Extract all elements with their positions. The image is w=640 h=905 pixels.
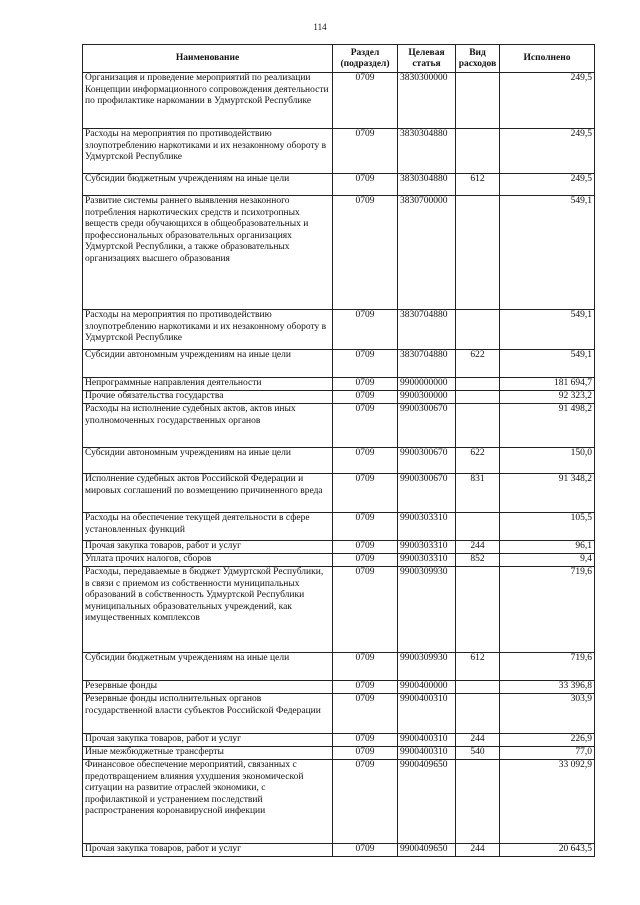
row-amount: 303,9 [500,694,595,734]
row-name: Прочая закупка товаров, работ и услуг [83,734,333,747]
table-row [83,541,595,554]
row-amount: 77,0 [500,747,595,760]
row-name: Прочие обязательства государства [83,391,333,404]
row-section: 0709 [333,653,398,681]
row-expense-type: 831 [456,474,500,513]
row-amount: 226,9 [500,734,595,747]
table-row [83,653,595,681]
row-name: Развитие системы раннего выявления незаконного потребления наркотических средств и психотропных веществ среди обучающихся в общеобразовательных и профессиональных образовательных организациях Удмуртской Республики, а также образовательных организациях высшего образования [83,196,333,310]
row-section: 0709 [333,747,398,760]
row-target: 9900409650 [398,844,456,857]
header-target: Целевая статья [398,45,456,73]
row-amount: 181 694,7 [500,378,595,391]
row-name: Расходы, передаваемые в бюджет Удмуртской Республики, в связи с приемом из собственности муниципальных образований в собственность Удмуртской Республики муниципальных образовательных учреждений, как имущественных комплексов [83,567,333,653]
header-section: Раздел (подраздел) [333,45,398,73]
row-name: Уплата прочих налогов, сборов [83,554,333,567]
row-target: 9900300670 [398,448,456,474]
row-name: Субсидии бюджетным учреждениям на иные цели [83,174,333,196]
row-expense-type [456,73,500,129]
header-executed: Исполнено [500,45,595,73]
table-row [83,350,595,378]
row-expense-type: 622 [456,448,500,474]
table-row [83,73,595,129]
row-target: 9900400310 [398,747,456,760]
row-section: 0709 [333,694,398,734]
row-target: 3830304880 [398,129,456,174]
row-name: Резервные фонды исполнительных органов государственной власти субъектов Российской Федерации [83,694,333,734]
table-row [83,734,595,747]
row-section: 0709 [333,567,398,653]
row-target: 3830700000 [398,196,456,310]
row-expense-type: 244 [456,541,500,554]
row-target: 3830704880 [398,310,456,350]
row-amount: 549,1 [500,310,595,350]
row-expense-type [456,404,500,448]
row-section: 0709 [333,350,398,378]
row-name: Организация и проведение мероприятий по реализации Концепции информационного сопровождения деятельности по профилактике наркомании в Удмуртской Республике [83,73,333,129]
row-section: 0709 [333,448,398,474]
row-name: Исполнение судебных актов Российской Федерации и мировых соглашений по возмещению причиненного вреда [83,474,333,513]
row-section: 0709 [333,760,398,844]
table-row [83,174,595,196]
row-name: Расходы на исполнение судебных актов, актов иных уполномоченных государственных органов [83,404,333,448]
row-amount: 91 498,2 [500,404,595,448]
row-amount: 150,0 [500,448,595,474]
row-amount: 719,6 [500,567,595,653]
row-name: Непрограммные направления деятельности [83,378,333,391]
row-amount: 33 092,9 [500,760,595,844]
row-amount: 249,5 [500,174,595,196]
row-target: 9900300000 [398,391,456,404]
row-name: Субсидии бюджетным учреждениям на иные цели [83,653,333,681]
row-name: Финансовое обеспечение мероприятий, связанных с предотвращением влияния ухудшения экономической ситуации на развитие отраслей экономики, с профилактикой и устранением последствий распространения коронавирусной инфекции [83,760,333,844]
row-target: 9900300670 [398,474,456,513]
row-name: Прочая закупка товаров, работ и услуг [83,844,333,857]
table-row [83,391,595,404]
row-target: 9900400310 [398,694,456,734]
table-row [83,567,595,653]
row-amount: 249,5 [500,73,595,129]
row-expense-type: 244 [456,844,500,857]
row-section: 0709 [333,474,398,513]
row-target: 9900309930 [398,653,456,681]
row-expense-type [456,694,500,734]
row-target: 9900303310 [398,554,456,567]
row-target: 9900409650 [398,760,456,844]
table-row [83,844,595,857]
row-amount: 719,6 [500,653,595,681]
table-row [83,196,595,310]
row-section: 0709 [333,734,398,747]
row-amount: 249,5 [500,129,595,174]
row-section: 0709 [333,554,398,567]
table-row [83,694,595,734]
table-row [83,474,595,513]
row-target: 9900000000 [398,378,456,391]
row-expense-type [456,567,500,653]
row-amount: 92 323,2 [500,391,595,404]
row-name: Расходы на обеспечение текущей деятельности в сфере установленных функций [83,513,333,541]
row-target: 9900303310 [398,513,456,541]
table-row [83,448,595,474]
row-section: 0709 [333,541,398,554]
row-expense-type [456,391,500,404]
row-amount: 96,1 [500,541,595,554]
table-row [83,513,595,541]
row-section: 0709 [333,681,398,694]
row-expense-type [456,310,500,350]
row-expense-type: 540 [456,747,500,760]
row-expense-type [456,129,500,174]
row-section: 0709 [333,391,398,404]
row-target: 9900400310 [398,734,456,747]
row-name: Прочая закупка товаров, работ и услуг [83,541,333,554]
row-amount: 105,5 [500,513,595,541]
row-expense-type [456,378,500,391]
row-name: Расходы на мероприятия по противодействию злоупотреблению наркотиками и их незаконному обороту в Удмуртской Республике [83,129,333,174]
header-name: Наименование [83,45,333,73]
row-name: Субсидии автономным учреждениям на иные цели [83,448,333,474]
row-section: 0709 [333,310,398,350]
row-section: 0709 [333,378,398,391]
row-name: Резервные фонды [83,681,333,694]
row-name: Расходы на мероприятия по противодействию злоупотреблению наркотиками и их незаконному обороту в Удмуртской Республике [83,310,333,350]
row-section: 0709 [333,404,398,448]
row-name: Иные межбюджетные трансферты [83,747,333,760]
row-section: 0709 [333,73,398,129]
row-amount: 33 396,8 [500,681,595,694]
row-amount: 91 348,2 [500,474,595,513]
budget-execution-table [82,44,595,857]
row-expense-type: 622 [456,350,500,378]
row-expense-type: 612 [456,174,500,196]
header-expense-type: Вид расходов [456,45,500,73]
row-target: 9900309930 [398,567,456,653]
table-row [83,554,595,567]
row-amount: 20 643,5 [500,844,595,857]
row-expense-type: 244 [456,734,500,747]
row-expense-type: 852 [456,554,500,567]
table-row [83,681,595,694]
row-expense-type [456,760,500,844]
table-row [83,129,595,174]
table-row [83,404,595,448]
row-target: 3830304880 [398,174,456,196]
table-row [83,760,595,844]
row-section: 0709 [333,844,398,857]
row-target: 3830300000 [398,73,456,129]
row-amount: 9,4 [500,554,595,567]
row-section: 0709 [333,174,398,196]
row-target: 9900400000 [398,681,456,694]
table-row [83,378,595,391]
table-row [83,747,595,760]
row-target: 9900300670 [398,404,456,448]
page-number: 114 [313,22,327,32]
row-expense-type [456,196,500,310]
row-amount: 549,1 [500,196,595,310]
row-target: 9900303310 [398,541,456,554]
row-amount: 549,1 [500,350,595,378]
row-target: 3830704880 [398,350,456,378]
row-expense-type [456,681,500,694]
row-section: 0709 [333,129,398,174]
row-name: Субсидии автономным учреждениям на иные цели [83,350,333,378]
row-expense-type [456,513,500,541]
table-row [83,310,595,350]
row-expense-type: 612 [456,653,500,681]
row-section: 0709 [333,196,398,310]
row-section: 0709 [333,513,398,541]
